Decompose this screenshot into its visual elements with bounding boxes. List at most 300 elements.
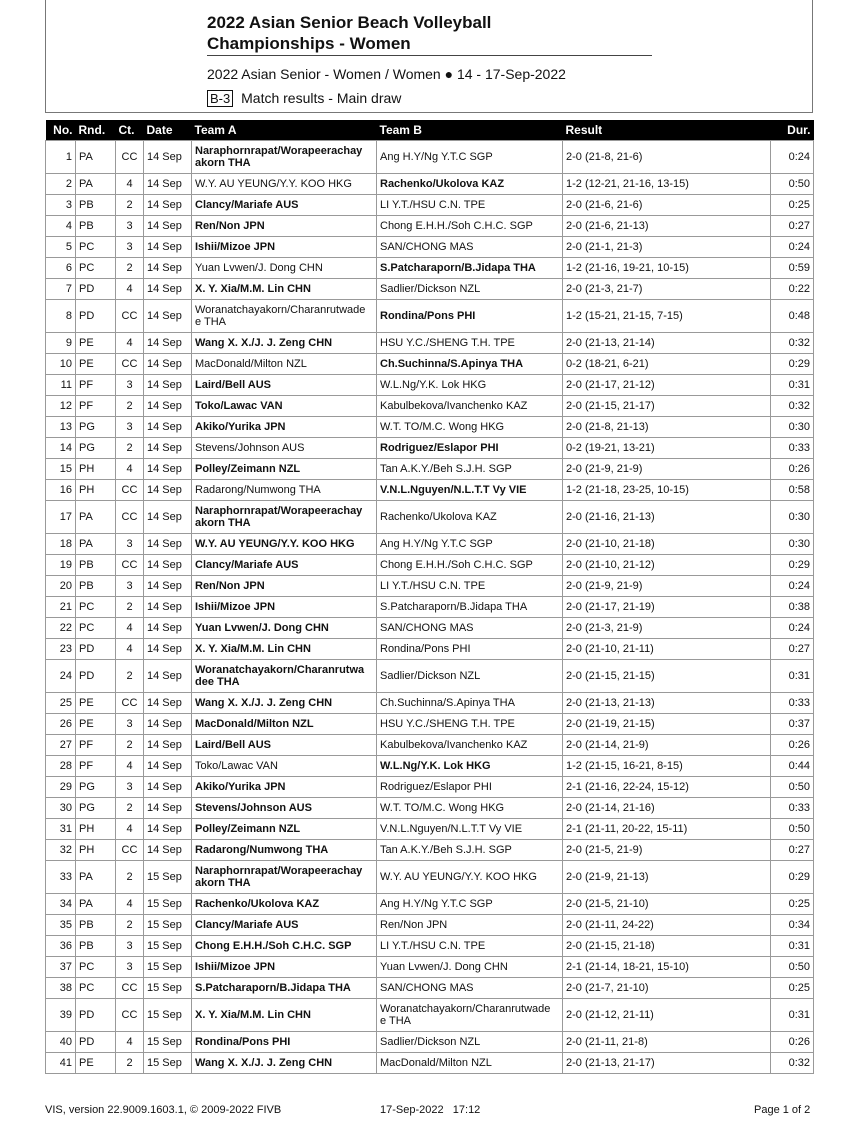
court-cell: 2 [116, 597, 144, 618]
match-number-cell: 26 [46, 714, 76, 735]
match-number-cell: 9 [46, 333, 76, 354]
match-number-cell: 25 [46, 693, 76, 714]
round-cell: PA [76, 861, 116, 894]
court-cell: 3 [116, 777, 144, 798]
team-b-cell: W.L.Ng/Y.K. Lok HKG [377, 375, 563, 396]
date-cell: 14 Sep [144, 396, 192, 417]
table-row [46, 279, 814, 300]
date-cell: 14 Sep [144, 735, 192, 756]
column-header-court: Ct. [116, 120, 144, 141]
court-cell: CC [116, 840, 144, 861]
date-cell: 14 Sep [144, 300, 192, 333]
team-b-cell: Woranatchayakorn/Charanrutwade e THA [377, 999, 563, 1032]
date-cell: 15 Sep [144, 861, 192, 894]
result-cell: 1-2 (15-21, 21-15, 7-15) [563, 300, 771, 333]
duration-cell: 0:32 [771, 1053, 814, 1074]
duration-cell: 0:31 [771, 375, 814, 396]
date-cell: 15 Sep [144, 957, 192, 978]
table-row [46, 375, 814, 396]
court-cell: 3 [116, 714, 144, 735]
court-cell: CC [116, 555, 144, 576]
court-cell: CC [116, 501, 144, 534]
match-number-cell: 22 [46, 618, 76, 639]
match-number-cell: 3 [46, 195, 76, 216]
team-b-cell: Kabulbekova/Ivanchenko KAZ [377, 735, 563, 756]
table-row [46, 576, 814, 597]
duration-cell: 0:37 [771, 714, 814, 735]
team-a-cell: Toko/Lawac VAN [192, 756, 377, 777]
date-cell: 14 Sep [144, 798, 192, 819]
round-cell: PD [76, 1032, 116, 1053]
match-number-cell: 12 [46, 396, 76, 417]
court-cell: 3 [116, 534, 144, 555]
match-number-cell: 14 [46, 438, 76, 459]
court-cell: 2 [116, 195, 144, 216]
team-a-cell: S.Patcharaporn/B.Jidapa THA [192, 978, 377, 999]
date-cell: 14 Sep [144, 756, 192, 777]
table-row [46, 438, 814, 459]
match-number-cell: 5 [46, 237, 76, 258]
duration-cell: 0:30 [771, 417, 814, 438]
round-cell: PG [76, 417, 116, 438]
round-cell: PA [76, 141, 116, 174]
duration-cell: 0:24 [771, 141, 814, 174]
report-heading [207, 90, 401, 107]
duration-cell: 0:27 [771, 639, 814, 660]
round-cell: PE [76, 354, 116, 375]
duration-cell: 0:24 [771, 576, 814, 597]
table-row [46, 936, 814, 957]
court-cell: 4 [116, 279, 144, 300]
team-b-cell: LI Y.T./HSU C.N. TPE [377, 576, 563, 597]
team-b-cell: Ang H.Y/Ng Y.T.C SGP [377, 894, 563, 915]
court-cell: 3 [116, 417, 144, 438]
match-results-table [45, 120, 814, 1074]
footer-version: VIS, version 22.9009.1603.1, © 2009-2022 FIVB [45, 1104, 282, 1116]
team-a-cell: Laird/Bell AUS [192, 375, 377, 396]
date-cell: 15 Sep [144, 1053, 192, 1074]
court-cell: 3 [116, 576, 144, 597]
match-number-cell: 29 [46, 777, 76, 798]
date-cell: 14 Sep [144, 534, 192, 555]
match-number-cell: 30 [46, 798, 76, 819]
result-cell: 2-0 (21-13, 21-13) [563, 693, 771, 714]
court-cell: CC [116, 141, 144, 174]
team-b-cell: Yuan Lvwen/J. Dong CHN [377, 957, 563, 978]
result-cell: 2-0 (21-9, 21-9) [563, 459, 771, 480]
column-header-duration: Dur. [771, 120, 814, 141]
table-row [46, 597, 814, 618]
report-code-badge: B-3 [207, 90, 233, 107]
match-number-cell: 27 [46, 735, 76, 756]
team-a-cell: Stevens/Johnson AUS [192, 798, 377, 819]
result-cell: 2-0 (21-15, 21-18) [563, 936, 771, 957]
team-a-cell: X. Y. Xia/M.M. Lin CHN [192, 639, 377, 660]
duration-cell: 0:50 [771, 777, 814, 798]
result-cell: 2-0 (21-15, 21-15) [563, 660, 771, 693]
document-title [207, 12, 652, 56]
duration-cell: 0:32 [771, 333, 814, 354]
court-cell: 2 [116, 861, 144, 894]
result-cell: 1-2 (12-21, 21-16, 13-15) [563, 174, 771, 195]
round-cell: PE [76, 333, 116, 354]
court-cell: 4 [116, 756, 144, 777]
court-cell: 2 [116, 798, 144, 819]
team-b-cell: W.L.Ng/Y.K. Lok HKG [377, 756, 563, 777]
match-number-cell: 23 [46, 639, 76, 660]
court-cell: CC [116, 300, 144, 333]
result-cell: 2-0 (21-17, 21-19) [563, 597, 771, 618]
date-cell: 15 Sep [144, 1032, 192, 1053]
duration-cell: 0:33 [771, 693, 814, 714]
court-cell: 3 [116, 216, 144, 237]
table-row [46, 798, 814, 819]
match-number-cell: 7 [46, 279, 76, 300]
round-cell: PA [76, 894, 116, 915]
court-cell: 2 [116, 735, 144, 756]
court-cell: 3 [116, 936, 144, 957]
round-cell: PB [76, 576, 116, 597]
round-cell: PH [76, 459, 116, 480]
table-header-row [46, 120, 814, 141]
match-number-cell: 38 [46, 978, 76, 999]
date-cell: 14 Sep [144, 438, 192, 459]
match-number-cell: 39 [46, 999, 76, 1032]
team-a-cell: X. Y. Xia/M.M. Lin CHN [192, 999, 377, 1032]
duration-cell: 0:30 [771, 501, 814, 534]
round-cell: PE [76, 714, 116, 735]
result-cell: 2-0 (21-11, 21-8) [563, 1032, 771, 1053]
team-b-cell: HSU Y.C./SHENG T.H. TPE [377, 333, 563, 354]
table-row [46, 174, 814, 195]
duration-cell: 0:27 [771, 216, 814, 237]
date-cell: 15 Sep [144, 936, 192, 957]
table-row [46, 258, 814, 279]
date-cell: 14 Sep [144, 354, 192, 375]
result-cell: 2-0 (21-17, 21-12) [563, 375, 771, 396]
team-b-cell: Sadlier/Dickson NZL [377, 279, 563, 300]
match-number-cell: 15 [46, 459, 76, 480]
round-cell: PH [76, 840, 116, 861]
court-cell: 2 [116, 1053, 144, 1074]
table-row [46, 555, 814, 576]
match-number-cell: 11 [46, 375, 76, 396]
round-cell: PA [76, 501, 116, 534]
team-b-cell: Chong E.H.H./Soh C.H.C. SGP [377, 555, 563, 576]
match-number-cell: 1 [46, 141, 76, 174]
court-cell: 4 [116, 333, 144, 354]
team-a-cell: Wang X. X./J. J. Zeng CHN [192, 1053, 377, 1074]
team-a-cell: Wang X. X./J. J. Zeng CHN [192, 693, 377, 714]
match-number-cell: 2 [46, 174, 76, 195]
result-cell: 2-0 (21-9, 21-9) [563, 576, 771, 597]
team-b-cell: V.N.L.Nguyen/N.L.T.T Vy VIE [377, 480, 563, 501]
result-cell: 2-0 (21-19, 21-15) [563, 714, 771, 735]
duration-cell: 0:34 [771, 915, 814, 936]
date-cell: 15 Sep [144, 978, 192, 999]
team-a-cell: Naraphornrapat/Worapeerachay akorn THA [192, 861, 377, 894]
result-cell: 0-2 (18-21, 6-21) [563, 354, 771, 375]
date-cell: 14 Sep [144, 480, 192, 501]
team-a-cell: W.Y. AU YEUNG/Y.Y. KOO HKG [192, 534, 377, 555]
team-a-cell: Clancy/Mariafe AUS [192, 915, 377, 936]
match-number-cell: 32 [46, 840, 76, 861]
table-row [46, 693, 814, 714]
round-cell: PH [76, 819, 116, 840]
court-cell: 4 [116, 174, 144, 195]
team-b-cell: Kabulbekova/Ivanchenko KAZ [377, 396, 563, 417]
date-cell: 14 Sep [144, 237, 192, 258]
team-a-cell: Clancy/Mariafe AUS [192, 555, 377, 576]
team-b-cell: HSU Y.C./SHENG T.H. TPE [377, 714, 563, 735]
duration-cell: 0:24 [771, 237, 814, 258]
round-cell: PF [76, 735, 116, 756]
date-cell: 14 Sep [144, 660, 192, 693]
court-cell: CC [116, 693, 144, 714]
footer-page-number: Page 1 of 2 [754, 1104, 811, 1116]
column-header-no: No. [46, 120, 76, 141]
result-cell: 2-0 (21-6, 21-6) [563, 195, 771, 216]
result-cell: 0-2 (19-21, 13-21) [563, 438, 771, 459]
duration-cell: 0:29 [771, 354, 814, 375]
team-a-cell: Radarong/Numwong THA [192, 840, 377, 861]
result-cell: 2-1 (21-14, 18-21, 15-10) [563, 957, 771, 978]
match-number-cell: 40 [46, 1032, 76, 1053]
court-cell: 4 [116, 639, 144, 660]
court-cell: CC [116, 999, 144, 1032]
team-a-cell: X. Y. Xia/M.M. Lin CHN [192, 279, 377, 300]
team-a-cell: Polley/Zeimann NZL [192, 819, 377, 840]
result-cell: 2-0 (21-6, 21-13) [563, 216, 771, 237]
match-number-cell: 36 [46, 936, 76, 957]
team-a-cell: MacDonald/Milton NZL [192, 714, 377, 735]
date-cell: 14 Sep [144, 576, 192, 597]
match-number-cell: 31 [46, 819, 76, 840]
team-b-cell: Rachenko/Ukolova KAZ [377, 174, 563, 195]
table-row [46, 819, 814, 840]
table-row [46, 861, 814, 894]
round-cell: PD [76, 300, 116, 333]
team-a-cell: Rondina/Pons PHI [192, 1032, 377, 1053]
duration-cell: 0:59 [771, 258, 814, 279]
court-cell: 3 [116, 957, 144, 978]
result-cell: 2-0 (21-13, 21-17) [563, 1053, 771, 1074]
result-cell: 2-0 (21-10, 21-12) [563, 555, 771, 576]
team-a-cell: Wang X. X./J. J. Zeng CHN [192, 333, 377, 354]
date-cell: 14 Sep [144, 258, 192, 279]
court-cell: CC [116, 480, 144, 501]
team-b-cell: S.Patcharaporn/B.Jidapa THA [377, 258, 563, 279]
duration-cell: 0:31 [771, 660, 814, 693]
duration-cell: 0:38 [771, 597, 814, 618]
table-row [46, 735, 814, 756]
team-a-cell: Chong E.H.H./Soh C.H.C. SGP [192, 936, 377, 957]
duration-cell: 0:44 [771, 756, 814, 777]
match-number-cell: 21 [46, 597, 76, 618]
date-cell: 14 Sep [144, 417, 192, 438]
date-cell: 14 Sep [144, 555, 192, 576]
date-cell: 14 Sep [144, 693, 192, 714]
team-a-cell: Naraphornrapat/Worapeerachay akorn THA [192, 501, 377, 534]
table-row [46, 957, 814, 978]
round-cell: PA [76, 534, 116, 555]
date-cell: 14 Sep [144, 279, 192, 300]
date-cell: 14 Sep [144, 141, 192, 174]
match-number-cell: 13 [46, 417, 76, 438]
team-b-cell: Sadlier/Dickson NZL [377, 660, 563, 693]
round-cell: PC [76, 957, 116, 978]
round-cell: PC [76, 258, 116, 279]
table-row [46, 417, 814, 438]
team-b-cell: SAN/CHONG MAS [377, 618, 563, 639]
court-cell: 3 [116, 375, 144, 396]
match-number-cell: 17 [46, 501, 76, 534]
round-cell: PB [76, 936, 116, 957]
duration-cell: 0:32 [771, 396, 814, 417]
team-a-cell: Radarong/Numwong THA [192, 480, 377, 501]
date-cell: 14 Sep [144, 639, 192, 660]
round-cell: PD [76, 999, 116, 1032]
duration-cell: 0:58 [771, 480, 814, 501]
table-row [46, 639, 814, 660]
round-cell: PC [76, 237, 116, 258]
report-title: Match results - Main draw [241, 90, 402, 106]
round-cell: PH [76, 480, 116, 501]
result-cell: 2-1 (21-16, 22-24, 15-12) [563, 777, 771, 798]
court-cell: 2 [116, 660, 144, 693]
date-cell: 15 Sep [144, 894, 192, 915]
result-cell: 2-0 (21-3, 21-9) [563, 618, 771, 639]
table-row [46, 216, 814, 237]
duration-cell: 0:48 [771, 300, 814, 333]
table-row [46, 396, 814, 417]
match-number-cell: 6 [46, 258, 76, 279]
duration-cell: 0:25 [771, 894, 814, 915]
team-a-cell: Akiko/Yurika JPN [192, 777, 377, 798]
table-row [46, 459, 814, 480]
team-a-cell: Polley/Zeimann NZL [192, 459, 377, 480]
duration-cell: 0:33 [771, 798, 814, 819]
match-number-cell: 41 [46, 1053, 76, 1074]
date-cell: 14 Sep [144, 459, 192, 480]
result-cell: 2-0 (21-5, 21-10) [563, 894, 771, 915]
date-cell: 14 Sep [144, 375, 192, 396]
duration-cell: 0:31 [771, 936, 814, 957]
table-row [46, 237, 814, 258]
column-header-team-a: Team A [192, 120, 377, 141]
court-cell: CC [116, 354, 144, 375]
column-header-date: Date [144, 120, 192, 141]
duration-cell: 0:33 [771, 438, 814, 459]
team-b-cell: MacDonald/Milton NZL [377, 1053, 563, 1074]
duration-cell: 0:50 [771, 174, 814, 195]
round-cell: PC [76, 978, 116, 999]
team-b-cell: Rodriguez/Eslapor PHI [377, 777, 563, 798]
duration-cell: 0:31 [771, 999, 814, 1032]
date-cell: 14 Sep [144, 819, 192, 840]
match-number-cell: 37 [46, 957, 76, 978]
table-row [46, 534, 814, 555]
team-b-cell: W.T. TO/M.C. Wong HKG [377, 417, 563, 438]
team-b-cell: W.Y. AU YEUNG/Y.Y. KOO HKG [377, 861, 563, 894]
court-cell: 4 [116, 1032, 144, 1053]
team-b-cell: V.N.L.Nguyen/N.L.T.T Vy VIE [377, 819, 563, 840]
round-cell: PD [76, 279, 116, 300]
team-a-cell: Stevens/Johnson AUS [192, 438, 377, 459]
result-cell: 2-0 (21-8, 21-6) [563, 141, 771, 174]
result-cell: 2-0 (21-8, 21-13) [563, 417, 771, 438]
date-cell: 14 Sep [144, 597, 192, 618]
table-row [46, 141, 814, 174]
round-cell: PF [76, 756, 116, 777]
round-cell: PB [76, 555, 116, 576]
table-row [46, 660, 814, 693]
match-number-cell: 19 [46, 555, 76, 576]
round-cell: PF [76, 396, 116, 417]
result-cell: 2-0 (21-14, 21-9) [563, 735, 771, 756]
court-cell: CC [116, 978, 144, 999]
court-cell: 3 [116, 237, 144, 258]
round-cell: PC [76, 618, 116, 639]
team-b-cell: Ch.Suchinna/S.Apinya THA [377, 693, 563, 714]
date-cell: 14 Sep [144, 333, 192, 354]
team-b-cell: Chong E.H.H./Soh C.H.C. SGP [377, 216, 563, 237]
date-cell: 14 Sep [144, 195, 192, 216]
team-a-cell: Clancy/Mariafe AUS [192, 195, 377, 216]
table-row [46, 300, 814, 333]
event-subtitle: 2022 Asian Senior - Women / Women ● 14 - 17-Sep-2022 [207, 66, 566, 82]
column-header-result: Result [563, 120, 771, 141]
result-cell: 1-2 (21-15, 16-21, 8-15) [563, 756, 771, 777]
date-cell: 15 Sep [144, 999, 192, 1032]
team-b-cell: Sadlier/Dickson NZL [377, 1032, 563, 1053]
team-b-cell: Rodriguez/Eslapor PHI [377, 438, 563, 459]
match-number-cell: 33 [46, 861, 76, 894]
table-row [46, 1053, 814, 1074]
duration-cell: 0:50 [771, 957, 814, 978]
team-a-cell: Toko/Lawac VAN [192, 396, 377, 417]
date-cell: 14 Sep [144, 501, 192, 534]
date-cell: 14 Sep [144, 777, 192, 798]
team-a-cell: Naraphornrapat/Worapeerachay akorn THA [192, 141, 377, 174]
match-number-cell: 4 [46, 216, 76, 237]
duration-cell: 0:25 [771, 978, 814, 999]
result-cell: 2-0 (21-13, 21-14) [563, 333, 771, 354]
duration-cell: 0:50 [771, 819, 814, 840]
court-cell: 4 [116, 819, 144, 840]
duration-cell: 0:25 [771, 195, 814, 216]
table-row [46, 714, 814, 735]
table-row [46, 978, 814, 999]
team-b-cell: LI Y.T./HSU C.N. TPE [377, 195, 563, 216]
court-cell: 4 [116, 894, 144, 915]
duration-cell: 0:22 [771, 279, 814, 300]
duration-cell: 0:29 [771, 555, 814, 576]
duration-cell: 0:30 [771, 534, 814, 555]
team-a-cell: Yuan Lvwen/J. Dong CHN [192, 618, 377, 639]
duration-cell: 0:27 [771, 840, 814, 861]
table-row [46, 333, 814, 354]
match-number-cell: 24 [46, 660, 76, 693]
court-cell: 4 [116, 459, 144, 480]
court-cell: 2 [116, 915, 144, 936]
duration-cell: 0:26 [771, 735, 814, 756]
result-cell: 2-0 (21-5, 21-9) [563, 840, 771, 861]
table-row [46, 354, 814, 375]
round-cell: PB [76, 195, 116, 216]
round-cell: PB [76, 216, 116, 237]
result-cell: 2-0 (21-3, 21-7) [563, 279, 771, 300]
